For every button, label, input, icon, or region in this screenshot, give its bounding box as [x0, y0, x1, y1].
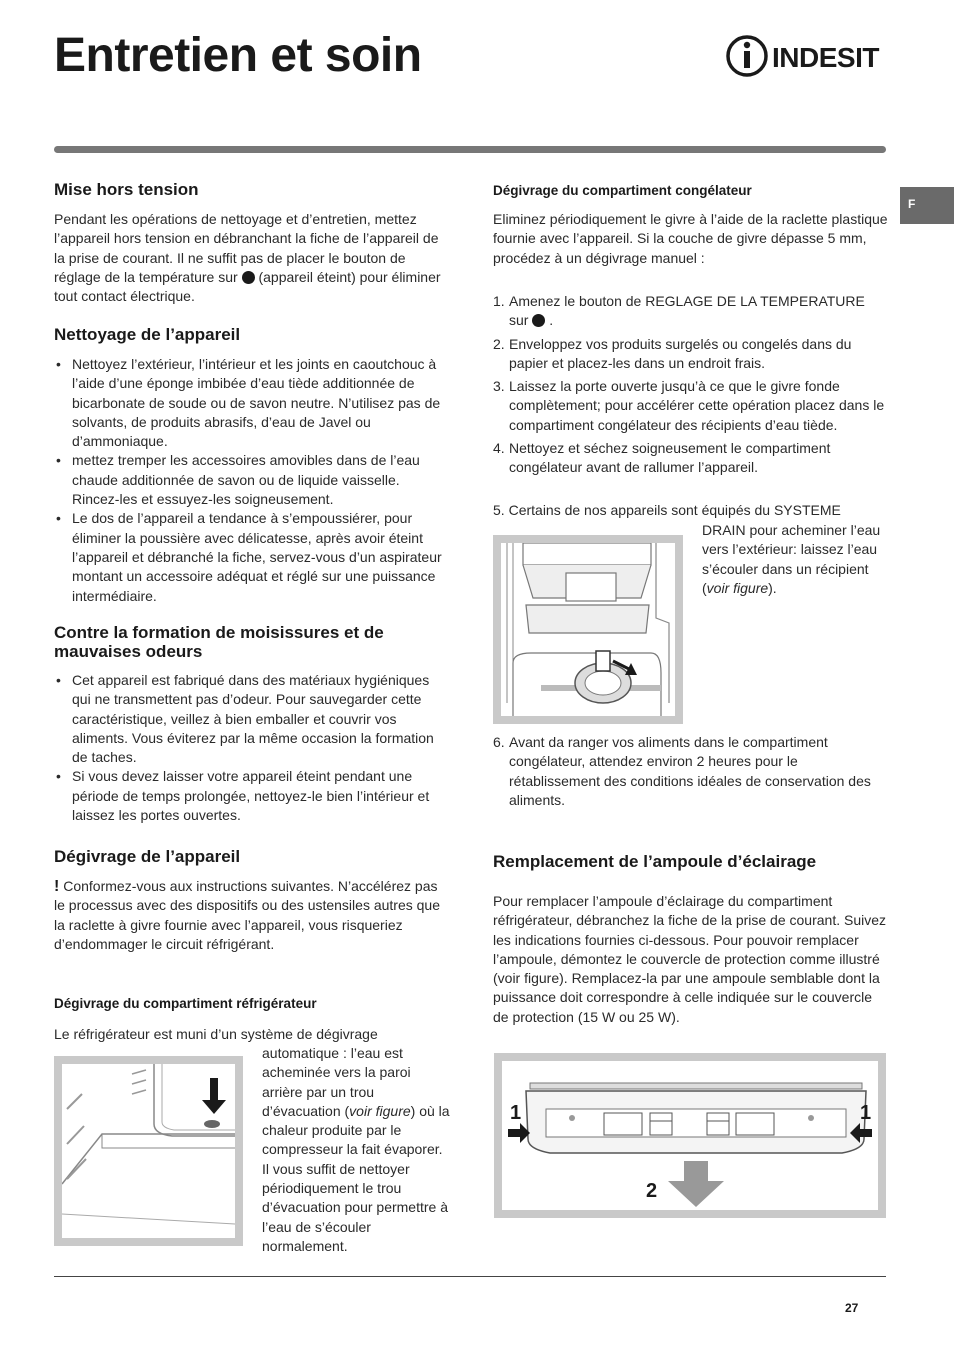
step-text-end: .	[549, 312, 554, 329]
step5-first-line	[493, 501, 888, 520]
text-part: Conformez-vous aux instructions suivantes. N’accélérez pas le processus avec des dispositifs ou des ustensiles autres que la raclette à givre fournie avec l’appareil, vous risqueriez d’endommager le circuit réfrigérant.	[54, 878, 440, 952]
step-number: 2.	[493, 335, 505, 352]
section-heading-moisissures: Contre la formation de moisissures et de mauvaises odeurs	[54, 623, 384, 661]
step-number: 5.	[493, 502, 505, 518]
indesit-logo	[726, 32, 888, 80]
subtext-refrigerateur-first: Le réfrigérateur est muni d’un système de dégivrage	[54, 1026, 378, 1042]
list-item	[493, 377, 888, 435]
header-rule	[54, 146, 886, 153]
list-item	[493, 335, 888, 374]
step-text: Avant da ranger vos aliments dans le compartiment congélateur, attendez environ 2 heures pour le rétablissement des conditions idéales de conservation des aliments.	[509, 734, 871, 808]
svg-text:INDESIT: INDESIT	[772, 42, 879, 73]
list-degivrage-steps	[493, 292, 888, 482]
page-title: Entretien et soin	[54, 29, 422, 82]
figure-label-2: 2	[646, 1180, 658, 1202]
step-number: 1.	[493, 293, 505, 309]
off-position-icon	[242, 271, 255, 284]
step5-wrap	[702, 521, 886, 598]
step-text: Amenez le bouton de REGLAGE DE LA TEMPERATURE sur	[509, 293, 865, 329]
step-number: 6.	[493, 734, 505, 750]
section-heading-mise-hors-tension: Mise hors tension	[54, 180, 199, 199]
warning-mark: !	[54, 878, 60, 895]
step-text: Certains de nos appareils sont équipés du SYSTEME	[508, 502, 841, 518]
text-part-italic: voir figure	[706, 579, 769, 596]
list-item: • Le dos de l’appareil a tendance à s’empoussiérer, pour éliminer la poussière avec délicatesse, après avoir éteint l’appareil et débranché la fiche, servez-vous d’un aspirateur montant un accessoire adéquat et réglé sur une puissance intermédiaire.	[54, 509, 446, 605]
intro-congelateur: Eliminez périodiquement le givre à l’aide de la raclette plastique fournie avec l’appareil. Si la couche de givre dépasse 5 mm, procédez à un dégivrage manuel :	[493, 211, 888, 266]
off-position-icon	[532, 314, 545, 327]
text-part: (appareil éteint) pour éliminer tout contact électrique.	[54, 268, 441, 305]
step-text: Laissez la porte ouverte jusqu’à ce que le givre fonde complètement; pour accélérer cette opération placez dans le compartiment congélateur des récipients d’eau tiède.	[509, 378, 885, 433]
step-text: Enveloppez vos produits surgelés ou congelés dans du papier et placez-les dans un endroit frais.	[509, 335, 852, 371]
subtext-refrigerateur-wrap	[262, 1044, 450, 1256]
list-nettoyage	[54, 355, 446, 606]
list-item: • Nettoyez l’extérieur, l’intérieur et les joints en caoutchouc à l’aide d’une éponge imbibée d’eau tiède additionnée de bicarbonate de soude ou de savon neutre. N’utilisez pas de solvants, de produits abrasifs, d’eau de Javel ou d’ammoniaque.	[54, 355, 446, 451]
text-part: ).	[768, 579, 777, 596]
section-heading-nettoyage: Nettoyage de l’appareil	[54, 325, 241, 344]
text-part: ) où la chaleur produite par le compresseur la fait évaporer. Il vous suffit de nettoyer périodiquement le trou d’évacuation pour permettre à l’eau de s’écouler normalement.	[262, 1102, 450, 1254]
figure-label-1-left: 1	[510, 1102, 522, 1124]
figure-lamp-cover	[494, 1053, 886, 1218]
section-text-ampoule: Pour remplacer l’ampoule d’éclairage du compartiment réfrigérateur, débranchez la fiche de la prise de courant. Suivez les indications fournies ci-dessous. Pour pouvoir remplacer l’ampoule, démontez le couvercle de protection comme illustré (voir figure). Remplacez-la par une ampoule semblable dont la puissance doit correspondre à celle indiquée sur le couvercle de protection (15 W ou 25 W).	[493, 893, 887, 1025]
step6	[493, 733, 888, 814]
text-part-italic: voir figure	[349, 1102, 411, 1119]
list-degivrage-steps-continued	[493, 733, 888, 810]
list-item: • Si vous devez laisser votre appareil éteint pendant une période de temps prolongée, nettoyez-le bien l’intérieur et laissez les portes ouvertes.	[54, 767, 446, 825]
section-text-degivrage	[54, 877, 446, 954]
language-tab: F	[900, 187, 954, 224]
figure-label-1-right: 1	[860, 1102, 872, 1124]
subheading-congelateur: Dégivrage du compartiment congélateur	[493, 183, 752, 198]
list-item	[493, 292, 888, 331]
text-part: automatique : l’eau est acheminée vers la paroi arrière par un trou d’évacuation (	[262, 1045, 411, 1119]
step-text: Nettoyez et séchez soigneusement le compartiment congélateur avant de rallumer l’appareil.	[509, 440, 831, 476]
figure-system-drain	[493, 535, 683, 724]
section-heading-ampoule: Remplacement de l’ampoule d’éclairage	[493, 852, 817, 871]
list-item: • mettez tremper les accessoires amovibles dans de l’eau chaude additionnée de savon ou de liquide vaisselle. Rincez-les et essuyez-les soigneusement.	[54, 451, 446, 509]
section-heading-degivrage: Dégivrage de l’appareil	[54, 847, 241, 866]
text-part: DRAIN pour acheminer l’eau vers l’extérieur: laissez l’eau s’écouler dans un récipient (	[702, 522, 881, 596]
list-item	[493, 733, 888, 810]
text-part: Pendant les opérations de nettoyage et d’entretien, mettez l’appareil hors tension en débranchant la fiche de l’appareil de la prise de courant. Il ne suffit pas de placer le bouton de réglage de la température sur	[54, 211, 439, 285]
step-number: 4.	[493, 440, 505, 457]
list-item: • Cet appareil est fabriqué dans des matériaux hygiéniques qui ne transmettent pas d’odeur. Pour sauvegarder cette caractéristique, veillez à bien emballer et couvrir vos aliments. Vous éviterez par la même occasion la formation de taches.	[54, 671, 446, 767]
page-number: 27	[845, 1301, 859, 1315]
list-item	[493, 439, 888, 478]
section-text-mise-hors-tension	[54, 210, 446, 306]
subheading-refrigerateur: Dégivrage du compartiment réfrigérateur	[54, 996, 317, 1011]
list-moisissures	[54, 671, 446, 825]
figure-fridge-drain	[54, 1056, 243, 1246]
step-number: 3.	[493, 378, 505, 395]
footer-rule	[54, 1276, 886, 1277]
